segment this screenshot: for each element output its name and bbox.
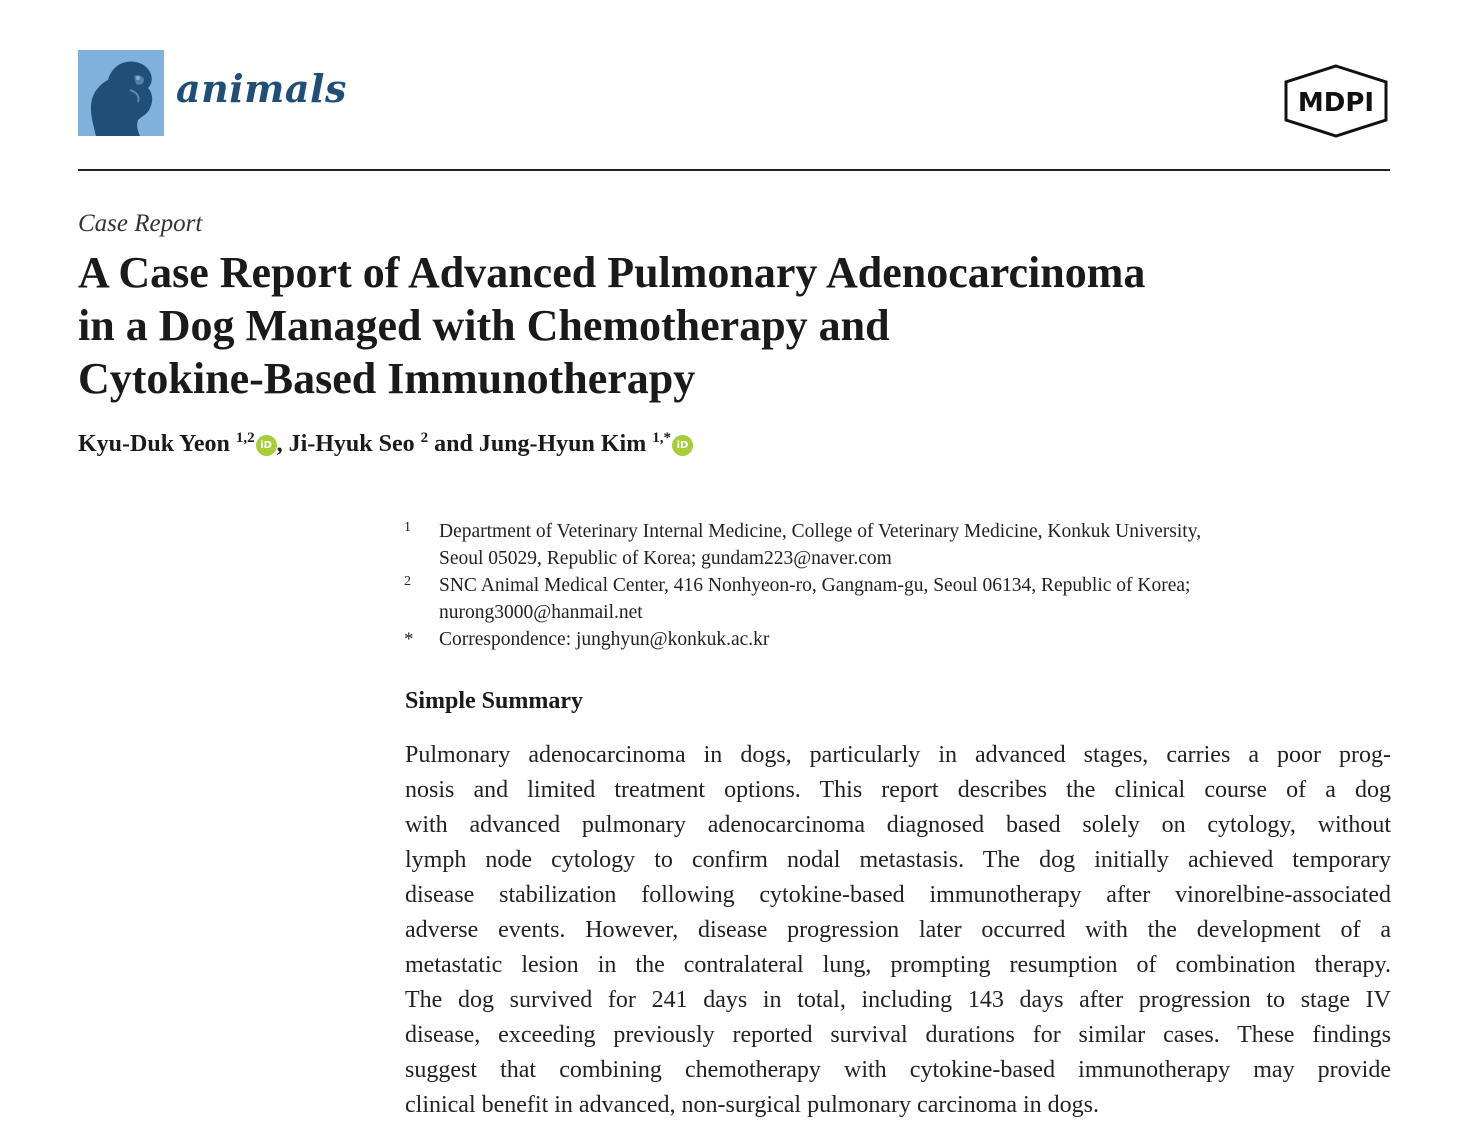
summary-line: nosis and limited treatment options. This report describes the clinical course of a dog xyxy=(405,777,1391,803)
author-affiliation-ref: 1,2 xyxy=(235,430,255,446)
header-divider xyxy=(78,169,1390,171)
affiliations xyxy=(404,518,1364,653)
affiliation-line: SNC Animal Medical Center, 416 Nonhyeon-ro, Gangnam-gu, Seoul 06134, Republic of Korea; xyxy=(439,575,1191,596)
affiliation-number: 1 xyxy=(404,520,411,535)
journal-logo-icon[interactable] xyxy=(78,50,164,136)
affiliation-line: Department of Veterinary Internal Medicine, College of Veterinary Medicine, Konkuk University, xyxy=(439,521,1202,542)
orcid-icon[interactable]: iD xyxy=(256,435,277,456)
author-separator: , xyxy=(276,431,289,457)
summary-line: Pulmonary adenocarcinoma in dogs, particularly in advanced stages, carries a poor prog- xyxy=(405,742,1391,768)
article-title xyxy=(78,246,1298,405)
summary-body xyxy=(405,738,1391,1123)
publisher-name: MDPI xyxy=(1297,88,1375,118)
summary-line: The dog survived for 241 days in total, including 143 days after progression to stage IV xyxy=(405,987,1391,1013)
journal-name[interactable]: animals xyxy=(176,66,347,111)
article-type: Case Report xyxy=(78,210,203,237)
summary-line: adverse events. However, disease progression later occurred with the development of a xyxy=(405,917,1391,943)
author-name[interactable]: Kyu-Duk Yeon xyxy=(78,431,230,457)
title-line: Cytokine-Based Immunotherapy xyxy=(78,354,696,403)
affiliation-line[interactable]: nurong3000@hanmail.net xyxy=(439,602,643,623)
affiliation-number: 2 xyxy=(404,574,411,589)
summary-line: disease, exceeding previously reported survival durations for similar cases. These findings xyxy=(405,1022,1391,1048)
author-name[interactable]: Jung-Hyun Kim xyxy=(478,431,647,457)
mdpi-logo-icon[interactable] xyxy=(1280,62,1392,138)
summary-line: suggest that combining chemotherapy with cytokine-based immunotherapy may provide xyxy=(405,1057,1391,1083)
summary-line: metastatic lesion in the contralateral lung, prompting resumption of combination therapy. xyxy=(405,952,1391,978)
author-affiliation-ref: 1,* xyxy=(652,430,671,446)
author-name[interactable]: Ji-Hyuk Seo xyxy=(288,431,415,457)
summary-line: clinical benefit in advanced, non-surgical pulmonary carcinoma in dogs. xyxy=(405,1092,1099,1118)
correspondence-mark: * xyxy=(404,629,414,650)
affiliation-item xyxy=(404,572,1364,626)
orcid-icon[interactable]: iD xyxy=(672,435,693,456)
author-affiliation-ref: 2 xyxy=(420,430,429,446)
affiliation-item xyxy=(404,518,1364,572)
author-list xyxy=(78,430,693,458)
summary-line: disease stabilization following cytokine-based immunotherapy after vinorelbine-associated xyxy=(405,882,1391,908)
correspondence-line[interactable]: Correspondence: junghyun@konkuk.ac.kr xyxy=(439,629,770,650)
title-line: in a Dog Managed with Chemotherapy and xyxy=(78,301,890,350)
summary-line: lymph node cytology to confirm nodal metastasis. The dog initially achieved temporary xyxy=(405,847,1391,873)
author-separator: and xyxy=(428,431,479,457)
summary-heading: Simple Summary xyxy=(405,688,584,714)
affiliation-item xyxy=(404,626,1364,653)
affiliation-line[interactable]: Seoul 05029, Republic of Korea; gundam223@naver.com xyxy=(439,548,892,569)
summary-line: with advanced pulmonary adenocarcinoma diagnosed based solely on cytology, without xyxy=(405,812,1391,838)
title-line: A Case Report of Advanced Pulmonary Adenocarcinoma xyxy=(78,248,1146,297)
